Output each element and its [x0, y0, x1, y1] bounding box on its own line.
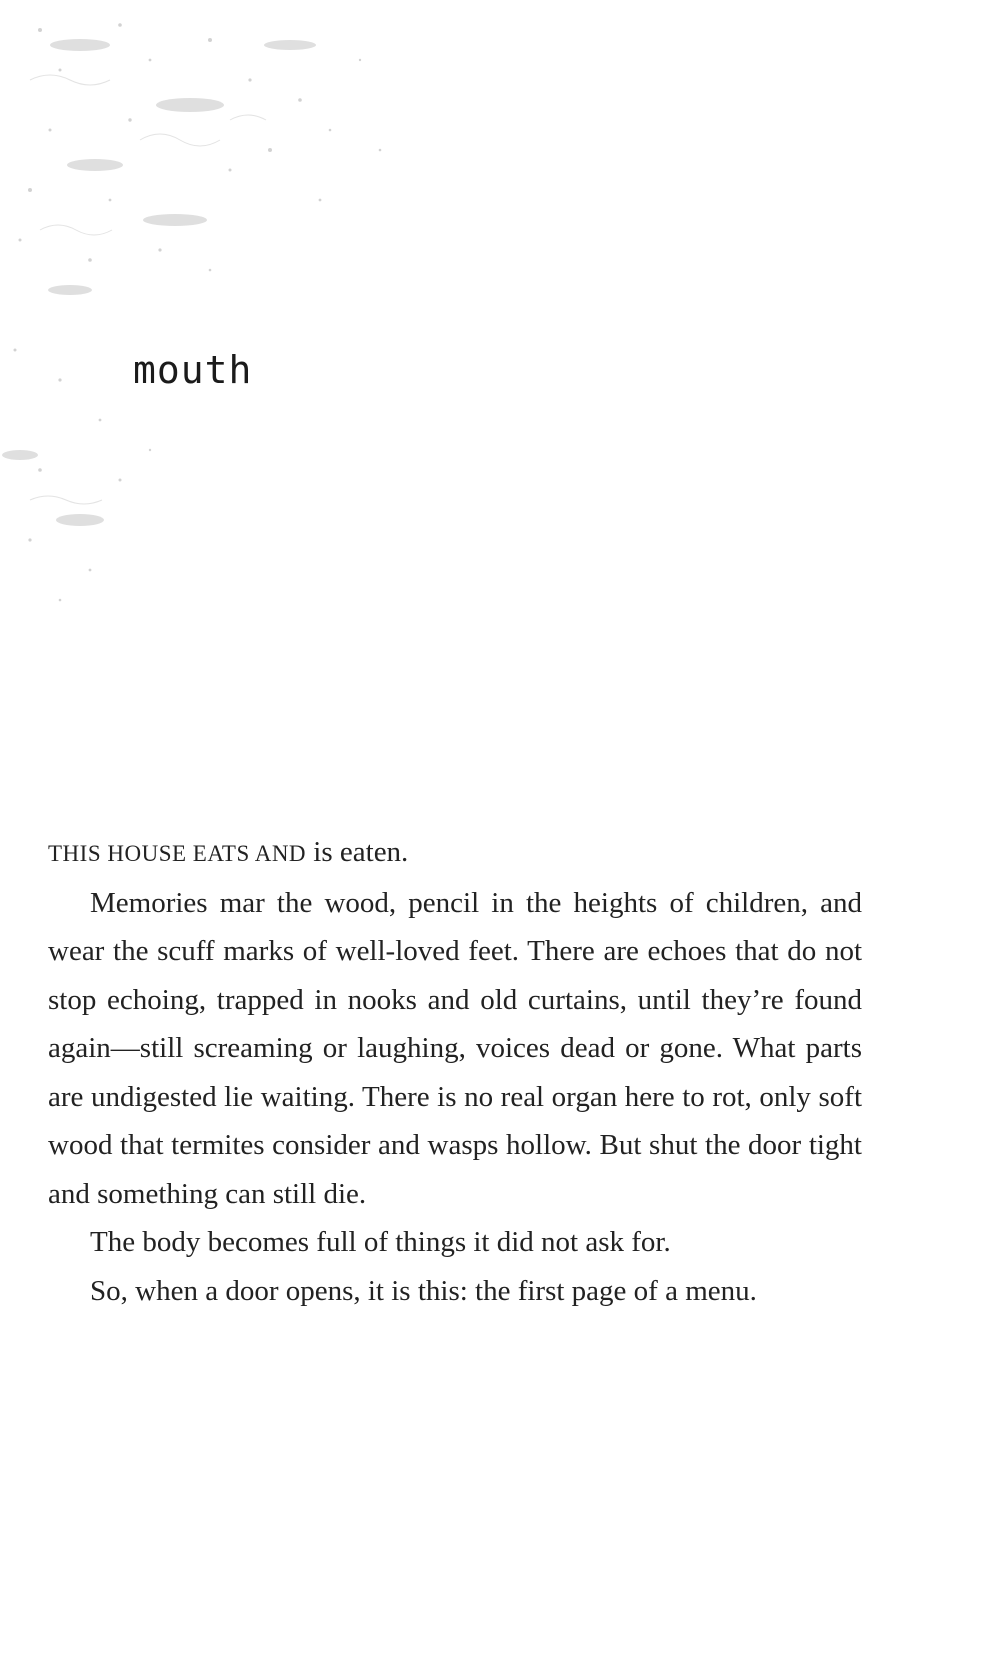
paragraph: Memories mar the wood, pencil in the heights of children, and wear the scuff marks of well-loved feet. There are echoes that do not stop echoing, trapped in nooks and old curtains, until they’re found again—still screaming or laughing, voices dead or gone. What parts are undigested lie waiting. There is no real organ here to rot, only soft wood that termites consider and wasps hollow. But shut the door tight and something can still die.	[48, 886, 862, 1210]
chapter-title: mouth	[133, 348, 253, 392]
opening-smallcaps: THIS HOUSE EATS AND	[48, 841, 307, 866]
chapter-body	[48, 828, 862, 1315]
paragraph: The body becomes full of things it did not ask for.	[90, 1226, 671, 1258]
opening-paragraph	[48, 828, 862, 879]
paragraph: So, when a door opens, it is this: the first page of a menu.	[90, 1274, 757, 1307]
opening-rest: is eaten.	[306, 836, 409, 868]
wallpaper-texture-decoration	[0, 0, 420, 650]
